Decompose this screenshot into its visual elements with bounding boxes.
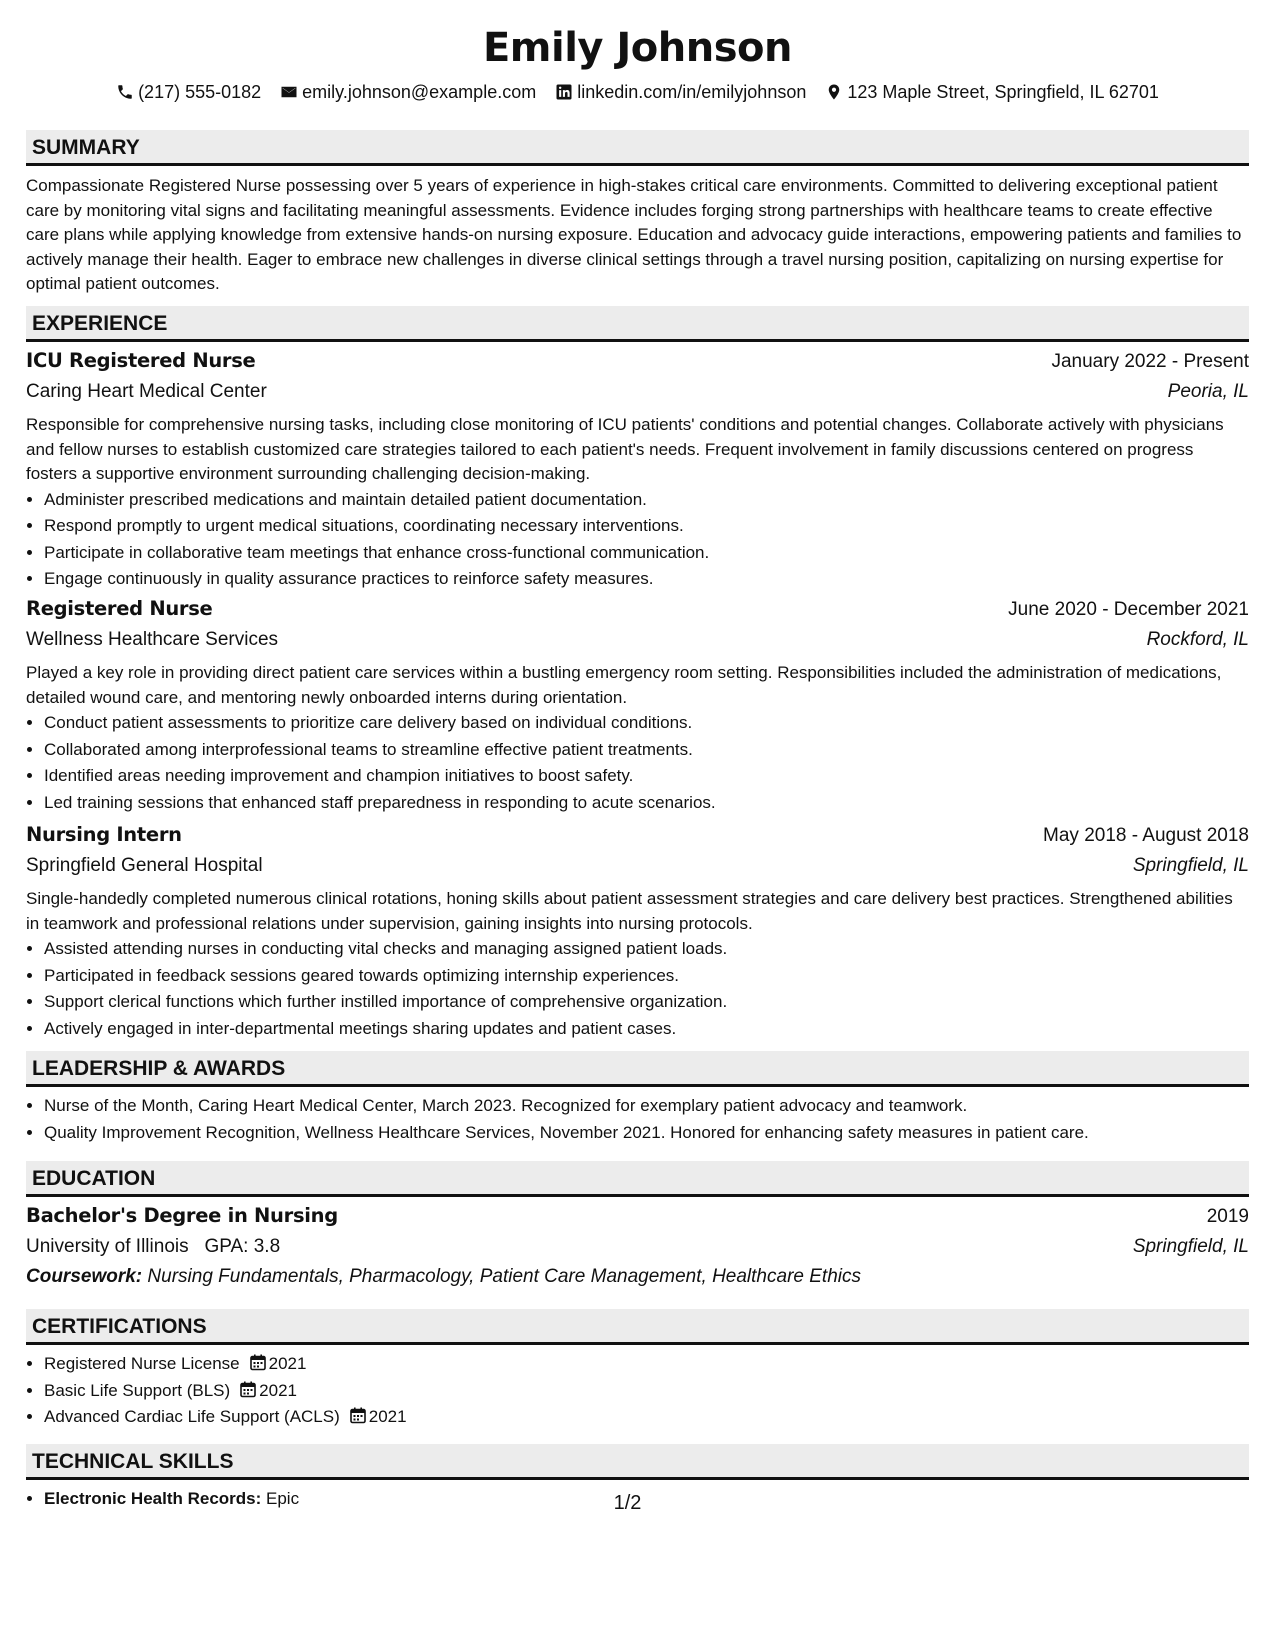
- page-number: 1/2: [613, 1492, 642, 1514]
- list-item: • Administer prescribed medications and maintain detailed patient documentation.: [44, 487, 1249, 514]
- graduation-year: 2019: [1206, 1206, 1249, 1227]
- envelope-icon: [280, 83, 298, 101]
- calendar-icon: [350, 1407, 366, 1424]
- job-org: Caring Heart Medical Center: [26, 381, 267, 402]
- cert-name: Basic Life Support (BLS): [44, 1380, 231, 1400]
- job-entry: [26, 594, 1249, 816]
- job-title: ICU Registered Nurse: [26, 349, 256, 372]
- job-dates: January 2022 - Present: [1051, 351, 1249, 372]
- list-item: [44, 1351, 1249, 1378]
- leadership-section: [26, 1051, 1249, 1146]
- list-item: • Participated in feedback sessions geared towards optimizing internship experiences.: [44, 963, 1249, 990]
- list-item: • Respond promptly to urgent medical situations, coordinating necessary interventions.: [44, 513, 1249, 540]
- calendar-icon: [240, 1381, 256, 1398]
- job-location: Peoria, IL: [1167, 381, 1249, 402]
- contact-phone: [116, 80, 261, 104]
- job-org: Wellness Healthcare Services: [26, 629, 279, 650]
- skill-value: Epic: [266, 1489, 300, 1508]
- school-line: [26, 1232, 280, 1262]
- cert-year: 2021: [268, 1354, 307, 1373]
- education-section: [26, 1161, 1249, 1292]
- section-heading: CERTIFICATIONS: [26, 1309, 1249, 1345]
- job-title: Nursing Intern: [26, 823, 182, 846]
- certifications-section: [26, 1309, 1249, 1431]
- skill-label: Electronic Health Records:: [44, 1489, 262, 1508]
- list-item: [44, 1378, 1249, 1405]
- job-entry: [26, 820, 1249, 1042]
- school-location: Springfield, IL: [1132, 1236, 1249, 1257]
- phone-icon: [116, 83, 134, 101]
- section-heading: EXPERIENCE: [26, 306, 1249, 342]
- list-item: • Nurse of the Month, Caring Heart Medical Center, March 2023. Recognized for exemplary patient advocacy and teamwork.: [44, 1093, 1249, 1120]
- job-title: Registered Nurse: [26, 597, 213, 620]
- list-item: • Support clerical functions which further instilled importance of comprehensive organization.: [44, 989, 1249, 1016]
- address-text: 123 Maple Street, Springfield, IL 62701: [847, 82, 1159, 102]
- list-item: [44, 1404, 1249, 1431]
- section-heading: LEADERSHIP & AWARDS: [26, 1051, 1249, 1087]
- list-item: • Participate in collaborative team meetings that enhance cross-functional communication.: [44, 540, 1249, 567]
- cert-name: Advanced Cardiac Life Support (ACLS): [44, 1407, 340, 1426]
- job-bullets: [26, 710, 1249, 816]
- summary-text: Compassionate Registered Nurse possessing over 5 years of experience in high-stakes critical care environments. Committed to delivering exceptional patient care by monitoring vital signs and facilitating meaningful assessments. Evidence includes forging strong partnerships with healthcare teams to create effective care plans while applying knowledge from extensive hands-on nursing exposure. Education and advocacy guide interactions, empowering patients and families to actively manage their health. Eager to embrace new challenges in diverse clinical settings through a travel nursing position, capitalizing on nursing expertise for optimal patient outcomes.: [26, 176, 1242, 294]
- contact-bar: [26, 80, 1249, 107]
- experience-section: [26, 306, 1249, 342]
- job-location: Springfield, IL: [1132, 855, 1249, 876]
- contact-linkedin[interactable]: [555, 80, 806, 104]
- email-text: emily.johnson@example.com: [302, 82, 537, 102]
- list-item: • Quality Improvement Recognition, Wellness Healthcare Services, November 2021. Honored for enhancing safety measures in patient care.: [44, 1120, 1249, 1147]
- section-heading: EDUCATION: [26, 1161, 1249, 1197]
- cert-year: 2021: [368, 1407, 407, 1426]
- list-item: • Collaborated among interprofessional teams to streamline effective patient treatments.: [44, 737, 1249, 764]
- section-heading: SUMMARY: [26, 130, 1249, 166]
- list-item: • Conduct patient assessments to prioritize care delivery based on individual conditions.: [44, 710, 1249, 737]
- job-description: Responsible for comprehensive nursing tasks, including close monitoring of ICU patients' conditions and potential changes. Collaborate actively with physicians and fellow nurses to establish customized care strategies tailored to each patient's needs. Frequent involvement in family discussions centered on progress fosters a supportive environment surrounding challenging decision-making.: [26, 415, 1224, 484]
- coursework-list: Nursing Fundamentals, Pharmacology, Patient Care Management, Healthcare Ethics: [147, 1266, 861, 1287]
- job-description: Played a key role in providing direct patient care services within a bustling emergency room setting. Responsibilities included the administration of medications, detailed wound care, and mentoring newly onboarded interns during orientation.: [26, 663, 1222, 707]
- awards-list: [26, 1093, 1249, 1146]
- linkedin-text: linkedin.com/in/emilyjohnson: [577, 82, 807, 102]
- list-item: • Assisted attending nurses in conducting vital checks and managing assigned patient loads.: [44, 936, 1249, 963]
- list-item: • Identified areas needing improvement and champion initiatives to boost safety.: [44, 763, 1249, 790]
- phone-text: (217) 555-0182: [138, 82, 262, 102]
- job-dates: June 2020 - December 2021: [1008, 599, 1249, 620]
- list-item: • Led training sessions that enhanced staff preparedness in responding to acute scenarios.: [44, 790, 1249, 817]
- job-location: Rockford, IL: [1146, 629, 1249, 650]
- contact-address: [825, 80, 1159, 104]
- section-heading: TECHNICAL SKILLS: [26, 1444, 1249, 1480]
- job-org: Springfield General Hospital: [26, 855, 263, 876]
- calendar-icon: [250, 1354, 266, 1371]
- job-bullets: [26, 487, 1249, 593]
- coursework: [26, 1262, 1249, 1292]
- job-entry: [26, 346, 1249, 593]
- cert-name: Registered Nurse License: [44, 1354, 240, 1373]
- job-description: Single-handedly completed numerous clinical rotations, honing skills about patient assessment strategies and care delivery best practices. Strengthened abilities in teamwork and professional relations under supervision, gaining insights into nursing protocols.: [26, 889, 1233, 933]
- map-pin-icon: [825, 83, 843, 101]
- job-dates: May 2018 - August 2018: [1043, 825, 1249, 846]
- degree-title: Bachelor's Degree in Nursing: [26, 1204, 338, 1227]
- cert-year: 2021: [259, 1380, 297, 1400]
- summary-section: [26, 130, 1249, 297]
- school-name: University of Illinois: [26, 1236, 189, 1257]
- certifications-list: [26, 1351, 1249, 1431]
- job-bullets: [26, 936, 1249, 1042]
- linkedin-icon: [555, 83, 573, 101]
- list-item: • Engage continuously in quality assurance practices to reinforce safety measures.: [44, 566, 1249, 593]
- coursework-label: Coursework:: [26, 1266, 143, 1287]
- list-item: • Actively engaged in inter-departmental meetings sharing updates and patient cases.: [44, 1016, 1249, 1043]
- contact-email[interactable]: [280, 80, 536, 104]
- gpa: GPA: 3.8: [204, 1236, 281, 1257]
- candidate-name: Emily Johnson: [482, 25, 792, 71]
